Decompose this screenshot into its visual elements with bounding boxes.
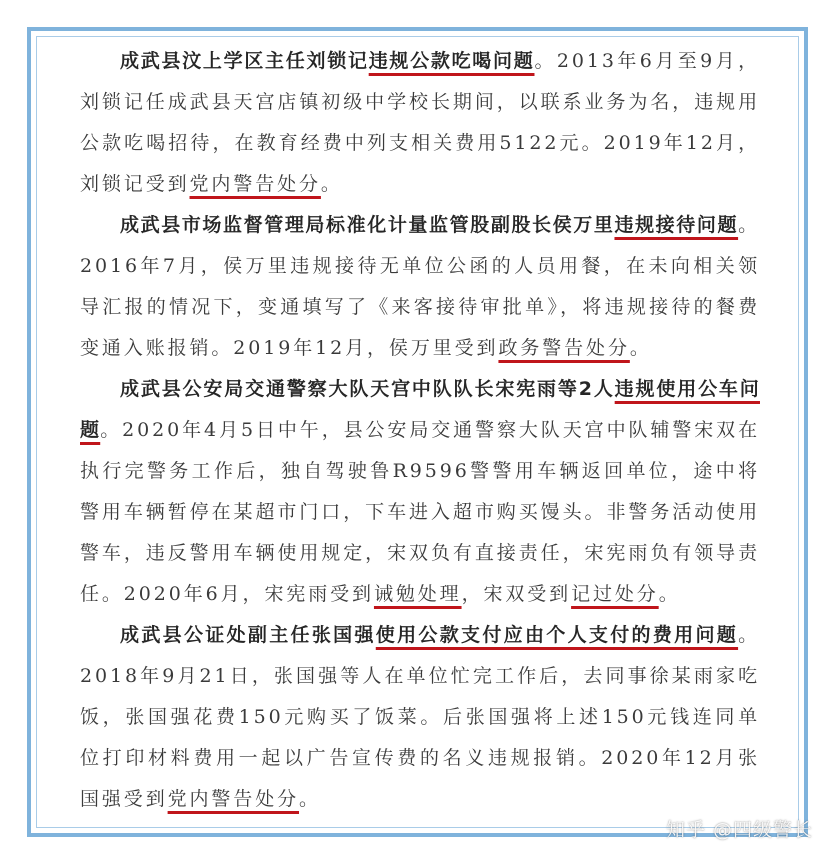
article-body [80, 41, 760, 820]
case-lead: 成武县公安局交通警察大队天宫中队队长宋宪雨等2人 [120, 378, 615, 400]
case-text: 。2020年4月5日中午，县公安局交通警察大队天宫中队辅警宋双在执行完警务工作后，独自驾驶鲁R9596警警用车辆返回单位，途中将警用车辆暂停在某超市门口，下车进入超市购买馒头。非警务活动使用警车，违反警用车辆使用规定，宋双负有直接责任，宋宪雨负有领导责任。2020年6月，宋宪雨受到 [80, 419, 760, 605]
sentence-end: 。 [629, 337, 652, 359]
watermark: 知乎 @四级警长 [665, 819, 813, 841]
violation-highlight: 违规接待问题 [614, 214, 739, 236]
case-lead: 成武县公证处副主任张国强 [120, 624, 376, 646]
sentence-end: 。 [658, 583, 681, 605]
violation-highlight: 使用公款支付应由个人支付的费用问题 [375, 624, 739, 646]
case-paragraph-1 [80, 41, 760, 205]
case-lead: 成武县市场监督管理局标准化计量监管股副股长侯万里 [120, 214, 615, 236]
penalty-highlight: 政务警告处分 [498, 337, 630, 359]
case-paragraph-3 [80, 369, 760, 615]
penalty-highlight: 党内警告处分 [167, 788, 300, 810]
case-text: 。2013年6月至9月，刘锁记任成武县天宫店镇初级中学校长期间，以联系业务为名，违规用公款吃喝招待，在教育经费中列支相关费用5122元。2019年12月，刘锁记受到 [80, 50, 760, 195]
penalty-highlight-2: 记过处分 [571, 583, 659, 605]
violation-highlight: 违规公款吃喝问题 [368, 50, 535, 72]
penalty-highlight: 诫勉处理 [373, 583, 462, 605]
case-text: 。2018年9月21日，张国强等人在单位忙完工作后，去同事徐某雨家吃饭，张国强花费150元购买了饭菜。后张国强将上述150元钱连同单位打印材料费用一起以广告宣传费的名义违规报销。2020年12月张国强受到 [80, 624, 760, 810]
case-text-middle: ，宋双受到 [461, 583, 572, 605]
case-lead: 成武县汶上学区主任刘锁记 [120, 50, 369, 72]
sentence-end: 。 [299, 788, 321, 810]
sentence-end: 。 [320, 173, 343, 195]
case-paragraph-2 [80, 205, 760, 369]
penalty-highlight: 党内警告处分 [189, 173, 321, 195]
case-text: 。2016年7月，侯万里违规接待无单位公函的人员用餐，在未向相关领导汇报的情况下，变通填写了《来客接待审批单》，将违规接待的餐费变通入账报销。2019年12月，侯万里受到 [80, 214, 760, 359]
violation-highlight: 违规使用公车问题 [80, 378, 760, 441]
case-paragraph-4 [80, 615, 760, 820]
